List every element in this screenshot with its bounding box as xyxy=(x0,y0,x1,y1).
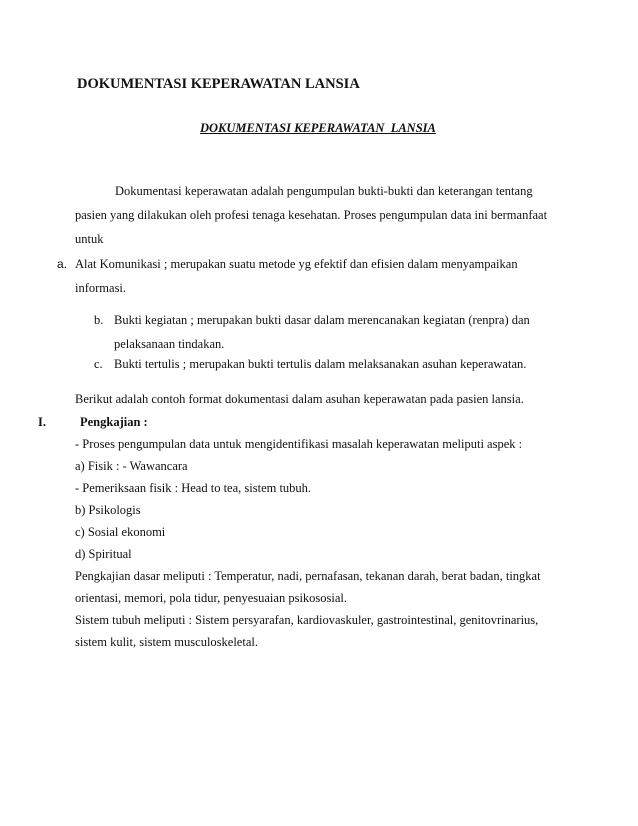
section-line-4: b) Psikologis xyxy=(75,503,141,517)
list-item-b-line-2: pelaksanaan tindakan. xyxy=(114,337,225,351)
section-line-6: d) Spiritual xyxy=(75,547,132,561)
section-numeral: I. xyxy=(38,415,46,429)
intro-line-3: untuk xyxy=(75,232,104,246)
document-title: DOKUMENTASI KEPERAWATAN LANSIA xyxy=(77,76,360,92)
document-subtitle: DOKUMENTASI KEPERAWATAN LANSIA xyxy=(200,121,436,135)
section-line-7: Pengkajian dasar meliputi : Temperatur, nadi, pernafasan, tekanan darah, berat badan, tingkat xyxy=(75,569,541,583)
list-item-a-line-2: informasi. xyxy=(75,281,127,295)
section-line-2: a) Fisik : - Wawancara xyxy=(75,459,188,473)
list-item-c: Bukti tertulis ; merupakan bukti tertulis dalam melaksanakan asuhan keperawatan. xyxy=(114,357,527,371)
section-heading: Pengkajian : xyxy=(80,415,148,429)
section-line-8: orientasi, memori, pola tidur, penyesuaian psikososial. xyxy=(75,591,348,605)
list-item-b-line-1: Bukti kegiatan ; merupakan bukti dasar dalam merencanakan kegiatan (renpra) dan xyxy=(114,313,530,327)
followup-paragraph: Berikut adalah contoh format dokumentasi dalam asuhan keperawatan pada pasien lansia. xyxy=(75,392,524,406)
list-marker-a: a. xyxy=(57,257,68,271)
intro-line-1: Dokumentasi keperawatan adalah pengumpulan bukti-bukti dan keterangan tentang xyxy=(115,184,533,198)
section-line-10: sistem kulit, sistem musculoskeletal. xyxy=(75,635,258,649)
section-line-5: c) Sosial ekonomi xyxy=(75,525,166,539)
section-line-9: Sistem tubuh meliputi : Sistem persyarafan, kardiovaskuler, gastrointestinal, genitovrinarius, xyxy=(75,613,539,627)
section-line-3: - Pemeriksaan fisik : Head to tea, sistem tubuh. xyxy=(75,481,312,495)
section-line-1: - Proses pengumpulan data untuk mengidentifikasi masalah keperawatan meliputi aspek : xyxy=(75,437,523,451)
list-marker-c: c. xyxy=(94,357,103,371)
list-marker-b: b. xyxy=(94,313,104,327)
intro-line-2: pasien yang dilakukan oleh profesi tenaga kesehatan. Proses pengumpulan data ini bermanfaat xyxy=(75,208,548,222)
list-item-a-line-1: Alat Komunikasi ; merupakan suatu metode yg efektif dan efisien dalam menyampaikan xyxy=(75,257,518,271)
